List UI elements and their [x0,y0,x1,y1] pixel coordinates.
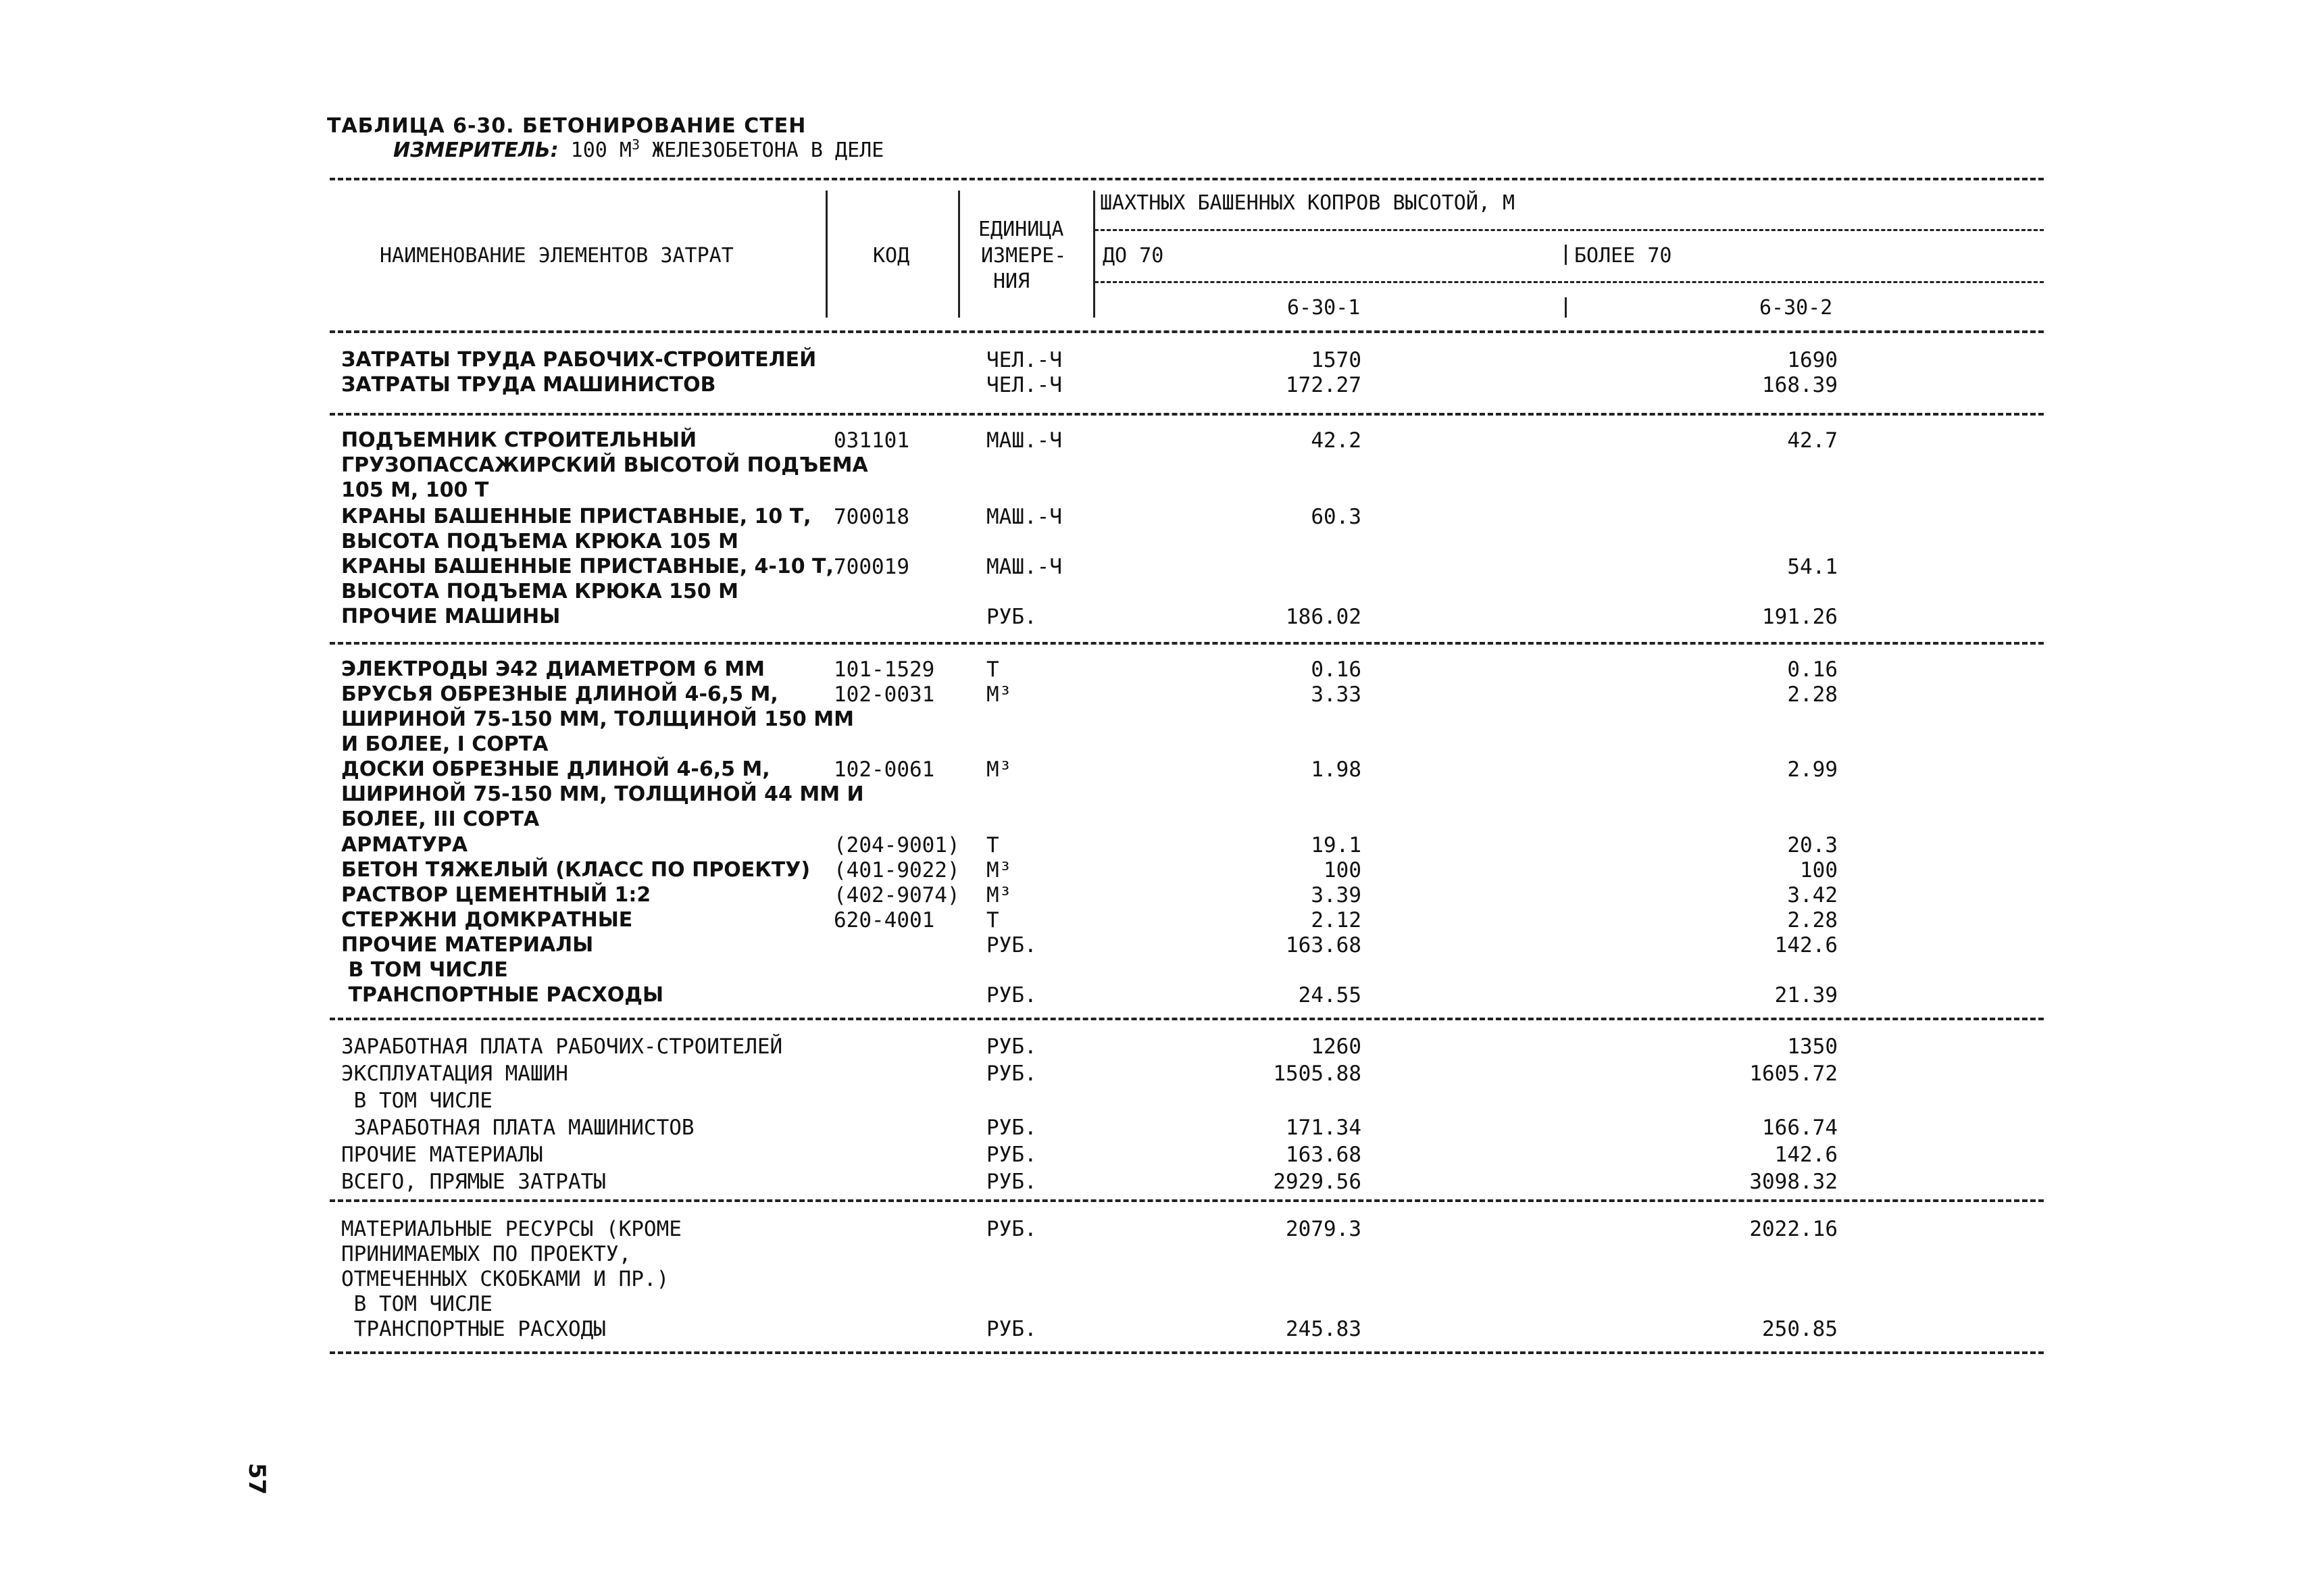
header-unit-col-1: ЕДИНИЦА [978,218,1064,241]
row-name: БОЛЕЕ, III СОРТА [341,807,540,831]
header-group-rule [1095,229,2044,231]
row-value-6-30-2: 21.39 [1774,983,1838,1007]
row-value-6-30-2: 168.39 [1762,373,1838,397]
row-name: ЭКСПЛУАТАЦИЯ МАШИН [341,1062,568,1086]
section-rule-5 [330,1351,2044,1354]
row-code: 700019 [834,555,909,579]
row-value-6-30-1: 245.83 [1286,1317,1361,1341]
row-value-6-30-1: 24.55 [1298,983,1361,1007]
page-number: 57 [243,1463,270,1495]
section-rule-3 [330,1018,2044,1020]
section-rule-2 [330,642,2044,645]
header-sub-rule [1095,281,2044,283]
row-unit: М³ [986,682,1012,707]
row-name: ПОДЪЕМНИК СТРОИТЕЛЬНЫЙ [341,428,697,452]
row-value-6-30-2: 166.74 [1762,1116,1838,1140]
unit-value-post: ЖЕЛЕЗОБЕТОНА В ДЕЛЕ [640,139,884,162]
row-name: АРМАТУРА [341,833,468,857]
row-value-6-30-1: 60.3 [1311,505,1361,529]
row-name: ГРУЗОПАССАЖИРСКИЙ ВЫСОТОЙ ПОДЪЕМА [341,453,868,477]
row-name: В ТОМ ЧИСЛЕ [341,958,508,982]
unit-line [393,136,884,162]
row-name: БЕТОН ТЯЖЕЛЫЙ (КЛАСС ПО ПРОЕКТУ) [341,858,811,882]
row-value-6-30-1: 186.02 [1286,605,1361,629]
row-value-6-30-2: 191.26 [1762,605,1838,629]
header-name-col: НАИМЕНОВАНИЕ ЭЛЕМЕНТОВ ЗАТРАТ [380,244,734,268]
row-unit: РУБ. [986,605,1037,629]
header-sep-5 [1565,297,1567,318]
row-name: ШИРИНОЙ 75-150 ММ, ТОЛЩИНОЙ 150 ММ [341,707,854,731]
row-value-6-30-2: 0.16 [1787,657,1838,682]
row-name: ВСЕГО, ПРЯМЫЕ ЗАТРАТЫ [341,1170,606,1194]
row-value-6-30-2: 42.7 [1787,428,1838,453]
row-name: ШИРИНОЙ 75-150 ММ, ТОЛЩИНОЙ 44 ММ И [341,782,864,806]
row-unit: РУБ. [986,933,1037,957]
row-name: БРУСЬЯ ОБРЕЗНЫЕ ДЛИНОЙ 4-6,5 М, [341,682,778,706]
row-name: 105 М, 100 Т [341,478,489,502]
row-name: И БОЛЕЕ, I СОРТА [341,732,549,756]
row-code: 102-0031 [834,682,935,707]
row-name: ДОСКИ ОБРЕЗНЫЕ ДЛИНОЙ 4-6,5 М, [341,757,770,781]
row-value-6-30-1: 100 [1324,858,1361,882]
row-name: ТРАНСПОРТНЫЕ РАСХОДЫ [341,1317,606,1341]
unit-value-sup: 3 [631,136,640,153]
row-name: ВЫСОТА ПОДЪЕМА КРЮКА 150 М [341,580,738,603]
row-value-6-30-1: 42.2 [1311,428,1361,453]
row-unit: РУБ. [986,1116,1037,1140]
row-value-6-30-2: 3098.32 [1749,1170,1838,1194]
row-unit: РУБ. [986,1062,1037,1086]
row-value-6-30-2: 2.28 [1787,908,1838,932]
row-code: 031101 [834,428,909,453]
row-value-6-30-1: 1260 [1311,1034,1361,1059]
row-name: ОТМЕЧЕННЫХ СКОБКАМИ И ПР.) [341,1267,670,1291]
row-name: ПРОЧИЕ МАШИНЫ [341,605,561,628]
row-value-6-30-1: 2079.3 [1286,1217,1361,1241]
row-value-6-30-2: 1350 [1787,1034,1838,1059]
row-name: ПРОЧИЕ МАТЕРИАЛЫ [341,1143,543,1167]
row-code: (402-9074) [834,883,960,907]
row-unit: РУБ. [986,1170,1037,1194]
header-sep-2 [958,191,960,318]
row-name: КРАНЫ БАШЕННЫЕ ПРИСТАВНЫЕ, 10 Т, [341,505,811,528]
row-value-6-30-2: 20.3 [1787,833,1838,857]
header-sub1: ДО 70 [1103,244,1164,268]
header-unit-col-3: НИЯ [993,270,1030,293]
row-value-6-30-2: 54.1 [1787,555,1838,579]
row-unit: РУБ. [986,1317,1037,1341]
header-code1: 6-30-1 [1287,296,1361,320]
row-value-6-30-1: 163.68 [1286,933,1361,957]
row-value-6-30-1: 172.27 [1286,373,1361,397]
row-name: ЭЛЕКТРОДЫ Э42 ДИАМЕТРОМ 6 ММ [341,657,765,681]
row-name: КРАНЫ БАШЕННЫЕ ПРИСТАВНЫЕ, 4-10 Т, [341,555,834,578]
row-value-6-30-1: 19.1 [1311,833,1361,857]
row-unit: ЧЕЛ.-Ч [986,348,1062,372]
row-unit: РУБ. [986,983,1037,1007]
row-name: МАТЕРИАЛЬНЫЕ РЕСУРСЫ (КРОМЕ [341,1217,682,1241]
row-code: 700018 [834,505,909,529]
row-unit: МАШ.-Ч [986,555,1062,579]
row-value-6-30-1: 2929.56 [1273,1170,1361,1194]
section-rule-1 [330,413,2044,416]
row-name: СТЕРЖНИ ДОМКРАТНЫЕ [341,908,633,932]
row-name: ЗАТРАТЫ ТРУДА МАШИНИСТОВ [341,373,716,397]
row-unit: Т [986,908,999,932]
row-unit: РУБ. [986,1034,1037,1059]
row-value-6-30-1: 1570 [1311,348,1361,372]
row-code: (401-9022) [834,858,960,882]
row-value-6-30-1: 2.12 [1311,908,1361,932]
header-unit-col-2: ИЗМЕРЕ- [981,244,1067,268]
table-title: ТАБЛИЦА 6-30. БЕТОНИРОВАНИЕ СТЕН [327,114,807,138]
row-name: ТРАНСПОРТНЫЕ РАСХОДЫ [341,983,664,1007]
header-sep-1 [826,191,828,318]
row-value-6-30-2: 1690 [1787,348,1838,372]
row-unit: М³ [986,858,1012,882]
unit-value-pre: 100 М [570,139,632,162]
row-value-6-30-1: 163.68 [1286,1143,1361,1167]
row-unit: Т [986,833,999,857]
row-name: В ТОМ ЧИСЛЕ [341,1089,493,1113]
row-code: 101-1529 [834,657,935,682]
row-name: ПРОЧИЕ МАТЕРИАЛЫ [341,933,594,957]
row-value-6-30-2: 2022.16 [1749,1217,1838,1241]
section-rule-4 [330,1199,2044,1202]
header-top-rule [330,178,2044,180]
header-sep-4 [1565,245,1567,265]
row-code: 102-0061 [834,757,935,782]
row-name: ЗАТРАТЫ ТРУДА РАБОЧИХ-СТРОИТЕЛЕЙ [341,348,817,372]
row-value-6-30-2: 1605.72 [1749,1062,1838,1086]
row-value-6-30-2: 142.6 [1774,1143,1838,1167]
row-unit: МАШ.-Ч [986,428,1062,453]
row-value-6-30-2: 142.6 [1774,933,1838,957]
row-name: ЗАРАБОТНАЯ ПЛАТА РАБОЧИХ-СТРОИТЕЛЕЙ [341,1034,783,1059]
row-value-6-30-2: 250.85 [1762,1317,1838,1341]
row-value-6-30-1: 1505.88 [1273,1062,1361,1086]
row-name: ПРИНИМАЕМЫХ ПО ПРОЕКТУ, [341,1242,632,1266]
row-value-6-30-2: 100 [1800,858,1838,882]
row-value-6-30-1: 3.33 [1311,682,1361,707]
row-value-6-30-2: 2.99 [1787,757,1838,782]
header-bottom-rule [330,330,2044,333]
header-sep-3 [1093,191,1095,318]
row-unit: ЧЕЛ.-Ч [986,373,1062,397]
row-value-6-30-2: 3.42 [1787,883,1838,907]
header-code-col: КОД [873,244,910,268]
row-name: РАСТВОР ЦЕМЕНТНЫЙ 1:2 [341,883,651,907]
row-unit: М³ [986,757,1012,782]
row-value-6-30-1: 171.34 [1286,1116,1361,1140]
header-group: ШАХТНЫХ БАШЕННЫХ КОПРОВ ВЫСОТОЙ, М [1100,191,1515,215]
row-name: ЗАРАБОТНАЯ ПЛАТА МАШИНИСТОВ [341,1116,695,1140]
row-unit: МАШ.-Ч [986,505,1062,529]
header-sub2: БОЛЕЕ 70 [1574,244,1672,268]
row-value-6-30-1: 0.16 [1311,657,1361,682]
row-value-6-30-2: 2.28 [1787,682,1838,707]
row-unit: Т [986,657,999,682]
row-value-6-30-1: 3.39 [1311,883,1361,907]
row-name: ВЫСОТА ПОДЪЕМА КРЮКА 105 М [341,530,738,553]
row-code: 620-4001 [834,908,935,932]
row-unit: РУБ. [986,1217,1037,1241]
header-code2: 6-30-2 [1759,296,1833,320]
row-code: (204-9001) [834,833,960,857]
row-unit: РУБ. [986,1143,1037,1167]
row-value-6-30-1: 1.98 [1311,757,1361,782]
row-name: В ТОМ ЧИСЛЕ [341,1292,493,1316]
row-unit: М³ [986,883,1012,907]
unit-label: ИЗМЕРИТЕЛЬ: [393,139,559,162]
